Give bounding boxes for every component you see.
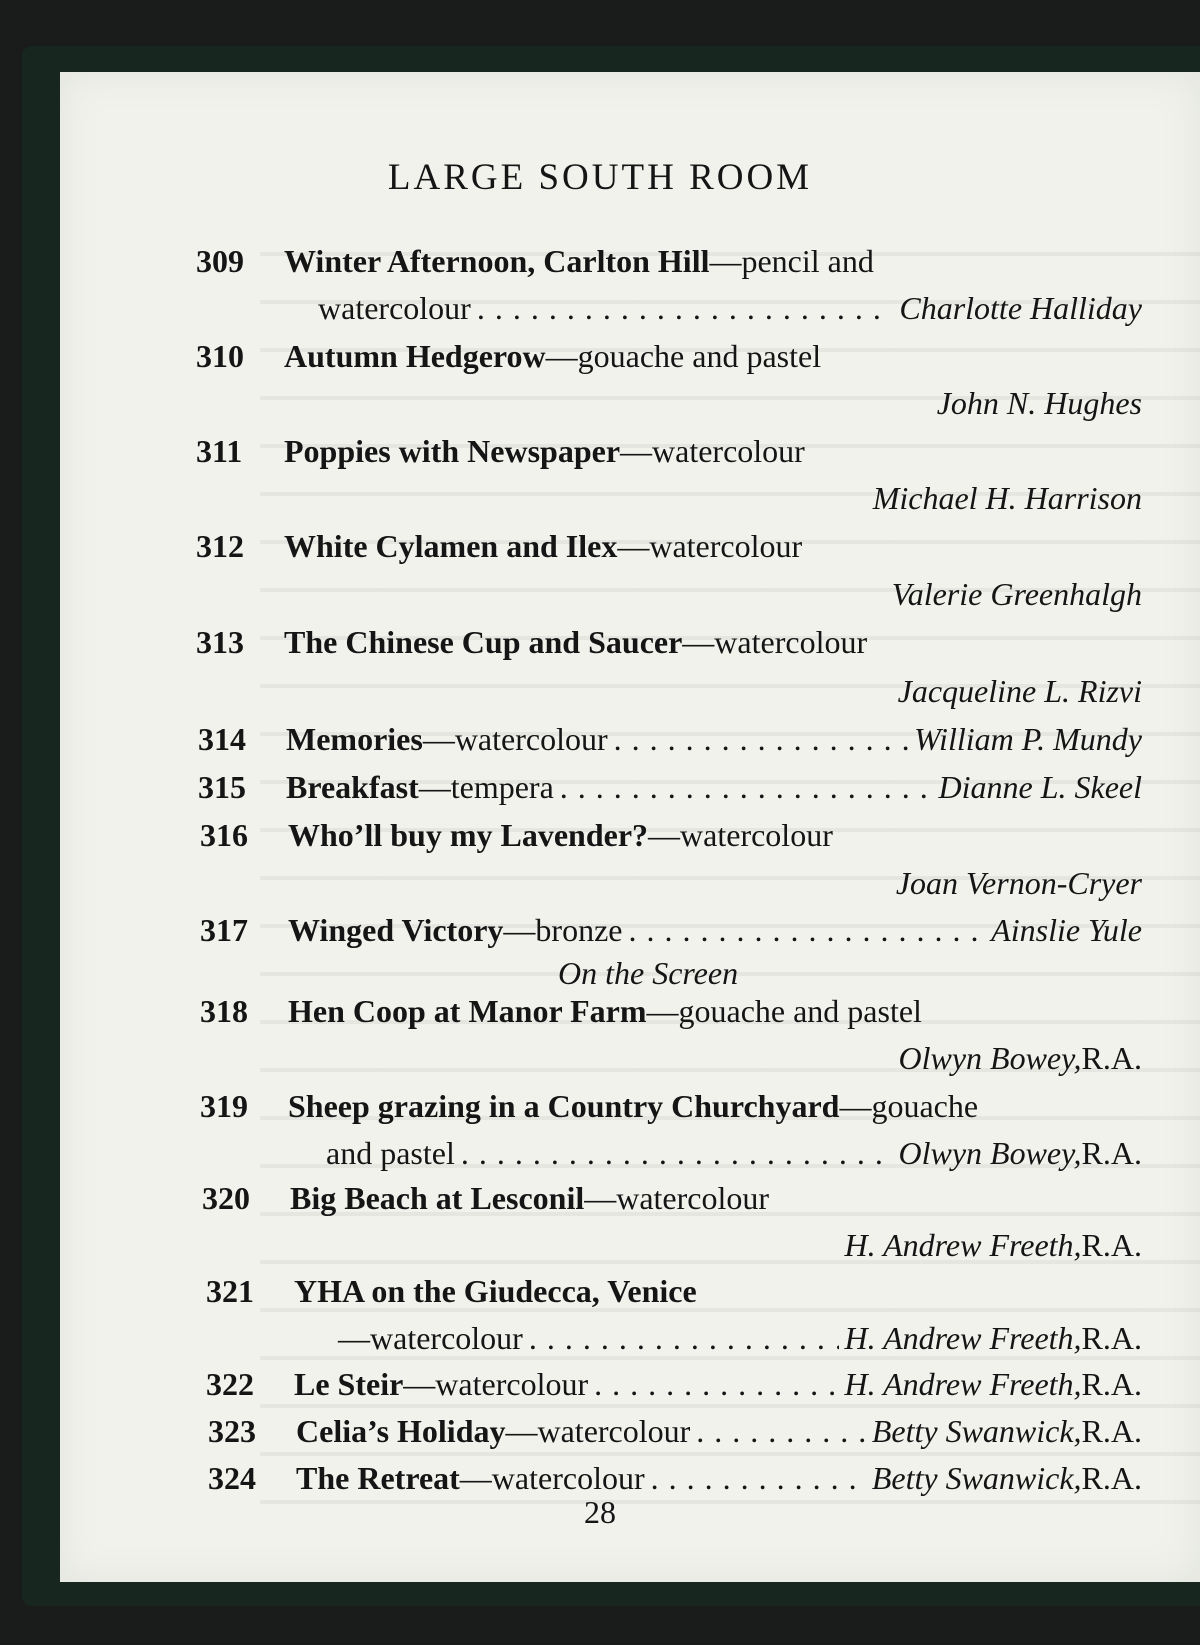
entry-310-artist xyxy=(196,380,1142,426)
academic-suffix: R.A. xyxy=(1081,1460,1142,1496)
artwork-title: Breakfast xyxy=(286,769,419,805)
catalogue-number: 322 xyxy=(206,1366,254,1402)
artwork-medium: —tempera xyxy=(418,769,554,805)
dot-leader xyxy=(461,1130,893,1176)
artist-name: Charlotte Halliday xyxy=(899,290,1142,326)
dot-leader xyxy=(529,1315,839,1361)
dot-leader xyxy=(477,285,894,331)
academic-suffix: R.A. xyxy=(1081,1040,1142,1076)
artwork-medium: —watercolour xyxy=(584,1180,770,1216)
artist-name: Dianne L. Skeel xyxy=(938,769,1142,805)
artwork-medium: —watercolour xyxy=(617,528,803,564)
catalogue-number: 319 xyxy=(200,1088,248,1124)
entry-317 xyxy=(200,907,1142,953)
dot-leader xyxy=(594,1361,838,1407)
entry-314 xyxy=(198,716,1142,762)
entry-320 xyxy=(202,1175,1142,1221)
artwork-medium: —bronze xyxy=(503,912,623,948)
academic-suffix: R.A. xyxy=(1081,1413,1142,1449)
catalogue-number: 313 xyxy=(196,624,244,660)
artist-name: Olwyn Bowey, xyxy=(898,1040,1082,1076)
artwork-medium: —watercolour xyxy=(403,1366,589,1402)
artwork-title: Le Steir xyxy=(294,1366,404,1402)
entry-315 xyxy=(198,764,1142,810)
artwork-medium: watercolour xyxy=(318,290,471,326)
entry-311-artist xyxy=(196,475,1142,521)
page-number: 28 xyxy=(584,1494,616,1530)
artwork-title: Big Beach at Lesconil xyxy=(290,1180,585,1216)
artwork-medium: —watercolour xyxy=(338,1320,523,1356)
entry-309 xyxy=(196,238,1142,284)
catalogue-number: 314 xyxy=(198,721,246,757)
academic-suffix: R.A. xyxy=(1081,1135,1142,1171)
catalogue-number: 312 xyxy=(196,528,244,564)
artwork-title: Memories xyxy=(286,721,423,757)
catalogue-number: 310 xyxy=(196,338,244,374)
artwork-medium: —watercolour xyxy=(682,624,868,660)
artist-name: Valerie Greenhalgh xyxy=(891,576,1142,612)
catalogue-number: 317 xyxy=(200,912,248,948)
artwork-title: YHA on the Giudecca, Venice xyxy=(294,1273,697,1309)
artwork-title: Sheep grazing in a Country Churchyard xyxy=(288,1088,840,1124)
catalogue-number: 311 xyxy=(196,433,243,469)
catalogue-number: 318 xyxy=(200,993,248,1029)
artist-name: H. Andrew Freeth, xyxy=(844,1320,1082,1356)
artist-name: Michael H. Harrison xyxy=(872,480,1142,516)
artwork-title: Hen Coop at Manor Farm xyxy=(288,993,647,1029)
artwork-medium: —watercolour xyxy=(459,1460,645,1496)
artwork-title: The Retreat xyxy=(296,1460,460,1496)
artist-name: Betty Swanwick, xyxy=(871,1460,1082,1496)
artwork-medium: —watercolour xyxy=(648,817,833,853)
artwork-title: Celia’s Holiday xyxy=(296,1413,506,1449)
entry-313 xyxy=(196,619,1142,665)
artist-name: Betty Swanwick, xyxy=(871,1413,1082,1449)
entry-318-artist xyxy=(200,1035,1142,1081)
entry-310 xyxy=(196,333,1142,379)
catalogue-number: 324 xyxy=(208,1460,256,1496)
catalogue-number: 309 xyxy=(196,243,244,279)
academic-suffix: R.A. xyxy=(1081,1227,1142,1263)
artwork-medium: —watercolour xyxy=(422,721,608,757)
artwork-medium: —watercolour xyxy=(505,1413,691,1449)
entry-309-cont xyxy=(318,285,1142,331)
artwork-medium: —pencil and xyxy=(709,243,874,279)
artist-name: John N. Hughes xyxy=(936,385,1142,421)
artist-name: Olwyn Bowey, xyxy=(898,1135,1082,1171)
entry-316 xyxy=(200,812,1142,858)
entry-316-artist xyxy=(200,860,1142,906)
artist-name: H. Andrew Freeth, xyxy=(844,1366,1082,1402)
entry-321 xyxy=(206,1268,1142,1314)
entry-311 xyxy=(196,428,1142,474)
artwork-medium: —gouache and pastel xyxy=(646,993,922,1029)
artwork-medium: —watercolour xyxy=(620,433,805,469)
entry-312-artist xyxy=(196,571,1142,617)
entry-318 xyxy=(200,988,1142,1034)
artwork-medium: —gouache xyxy=(839,1088,979,1124)
catalogue-number: 323 xyxy=(208,1413,256,1449)
entry-313-artist xyxy=(196,668,1142,714)
catalogue-number: 315 xyxy=(198,769,246,805)
artist-name: Jacqueline L. Rizvi xyxy=(897,673,1142,709)
artist-name: William P. Mundy xyxy=(914,721,1142,757)
entry-322 xyxy=(206,1361,1142,1407)
artist-name: Joan Vernon-Cryer xyxy=(895,865,1142,901)
catalogue-number: 320 xyxy=(202,1180,250,1216)
artwork-medium: and pastel xyxy=(326,1135,455,1171)
entry-320-artist xyxy=(202,1222,1142,1268)
artwork-title: Who’ll buy my Lavender? xyxy=(288,817,649,853)
catalogue-number: 316 xyxy=(200,817,248,853)
entry-319-cont xyxy=(326,1130,1142,1176)
artwork-title: Winter Afternoon, Carlton Hill xyxy=(284,243,710,279)
dot-leader xyxy=(628,907,985,953)
artwork-medium: —gouache and pastel xyxy=(545,338,822,374)
artwork-title: Winged Victory xyxy=(288,912,504,948)
dot-leader xyxy=(614,716,909,762)
screen-note: On the Screen xyxy=(558,955,739,991)
artist-name: Ainslie Yule xyxy=(991,912,1142,948)
entry-321-cont xyxy=(338,1315,1142,1361)
entry-312 xyxy=(196,523,1142,569)
academic-suffix: R.A. xyxy=(1081,1366,1142,1402)
artwork-title: The Chinese Cup and Saucer xyxy=(284,624,683,660)
dot-leader xyxy=(560,764,933,810)
artwork-title: White Cylamen and Ilex xyxy=(284,528,618,564)
entry-319 xyxy=(200,1083,1142,1129)
academic-suffix: R.A. xyxy=(1081,1320,1142,1356)
room-heading: LARGE SOUTH ROOM xyxy=(387,157,813,198)
artwork-title: Autumn Hedgerow xyxy=(284,338,546,374)
artist-name: H. Andrew Freeth, xyxy=(844,1227,1082,1263)
catalogue-number: 321 xyxy=(206,1273,254,1309)
dot-leader xyxy=(696,1408,866,1454)
entry-323 xyxy=(208,1408,1142,1454)
artwork-title: Poppies with Newspaper xyxy=(284,433,621,469)
